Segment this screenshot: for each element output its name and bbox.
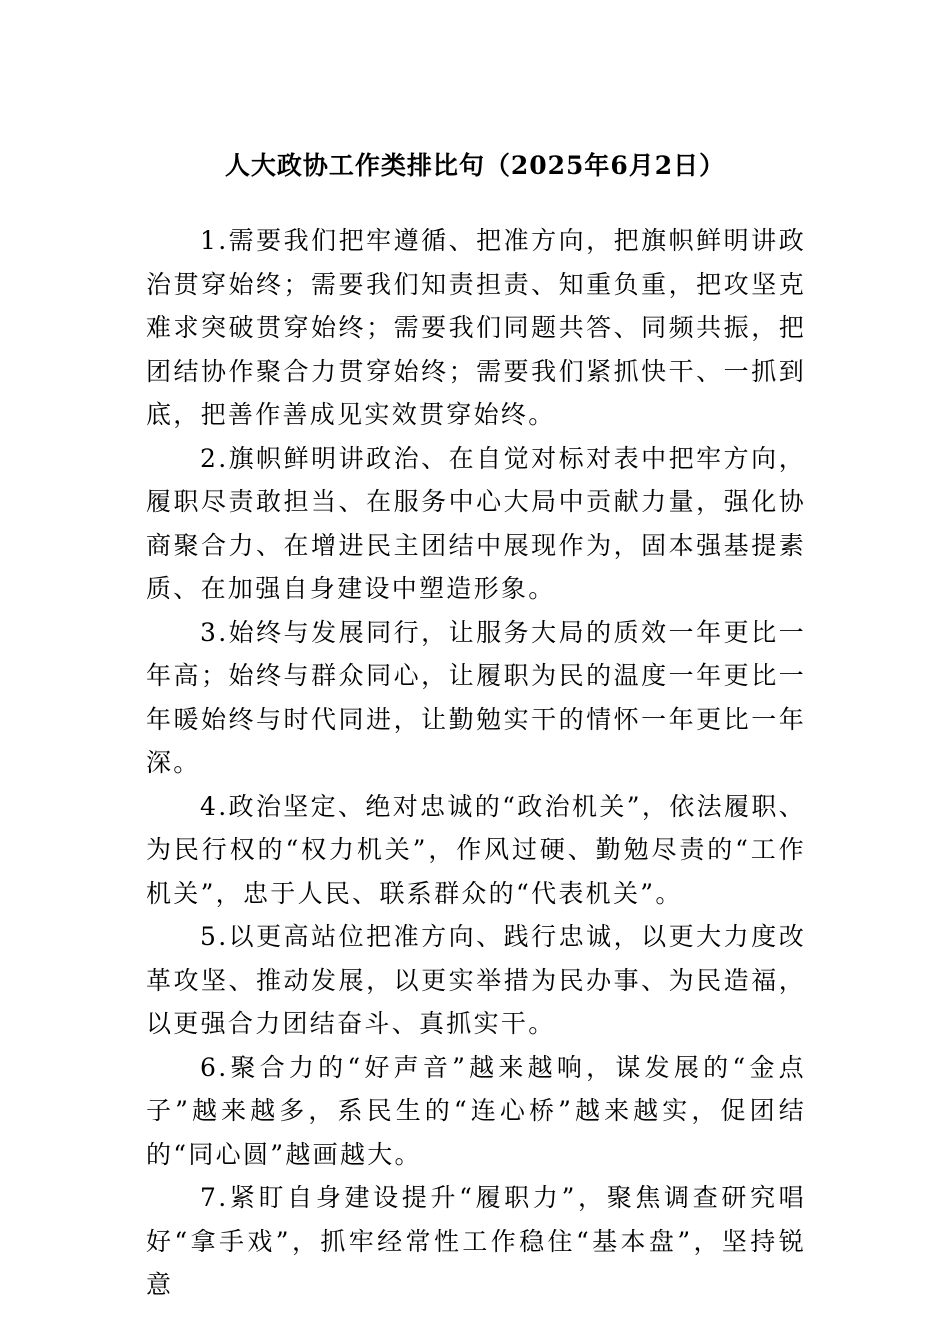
paragraph-1: 1.需要我们把牢遵循、把准方向，把旗帜鲜明讲政治贯穿始终；需要我们知责担责、知重负重，把攻坚克难求突破贯穿始终；需要我们同题共答、同频共振，把团结协作聚合力贯穿始终；需要我们紧抓快干、一抓到底，把善作善成见实效贯穿始终。 <box>146 226 806 429</box>
paragraph-2: 2.旗帜鲜明讲政治、在自觉对标对表中把牢方向，履职尽责敢担当、在服务中心大局中贡献力量，强化协商聚合力、在增进民主团结中展现作为，固本强基提素质、在加强自身建设中塑造形象。 <box>146 443 806 603</box>
paragraph-7: 7.紧盯自身建设提升“履职力”，聚焦调查研究唱好“拿手戏”，抓牢经常性工作稳住“基本盘”，坚持锐意 <box>146 1183 806 1299</box>
paragraph-6: 6.聚合力的“好声音”越来越响，谋发展的“金点子”越来越多，系民生的“连心桥”越来越实，促团结的“同心圆”越画越大。 <box>146 1052 806 1169</box>
paragraph-3: 3.始终与发展同行，让服务大局的质效一年更比一年高；始终与群众同心，让履职为民的温度一年更比一年暖始终与时代同进，让勤勉实干的情怀一年更比一年深。 <box>146 617 806 777</box>
paragraph-5: 5.以更高站位把准方向、践行忠诚，以更大力度改革攻坚、推动发展，以更实举措为民办事、为民造福，以更强合力团结奋斗、真抓实干。 <box>146 922 806 1038</box>
document-title: 人大政协工作类排比句（2025年6月2日） <box>224 151 726 180</box>
document-body <box>146 219 806 1307</box>
paragraph-4: 4.政治坚定、绝对忠诚的“政治机关”，依法履职、为民行权的“权力机关”，作风过硬、勤勉尽责的“工作机关”，忠于人民、联系群众的“代表机关”。 <box>146 791 806 908</box>
